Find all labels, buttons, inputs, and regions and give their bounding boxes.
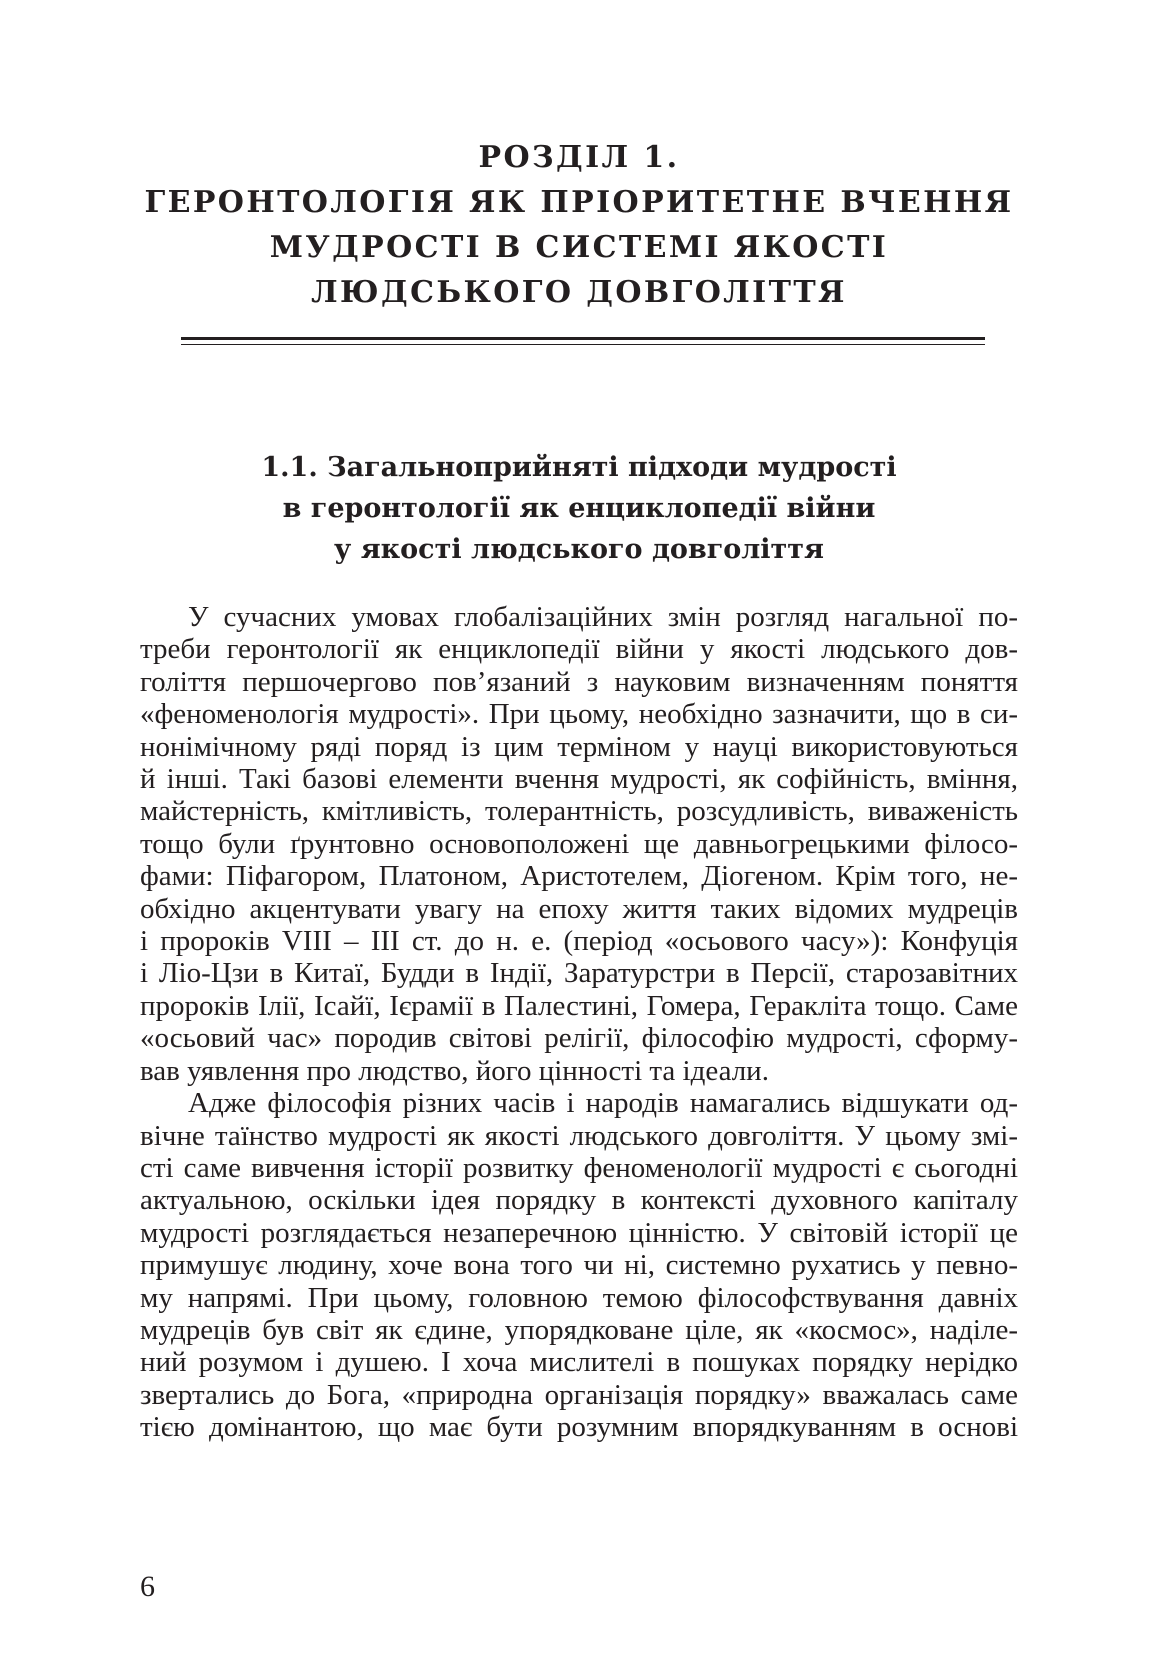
chapter-heading-line: РОЗДІЛ 1. (478, 140, 680, 175)
body-line: «феноменологія мудрості». При цьому, необхідно зазначити, що в си- (140, 698, 1018, 731)
body-line: тощо були ґрунтовно основоположені ще давньогрецькими філосо- (140, 827, 1018, 860)
body-line: обхідно акцентувати увагу на епоху життя таких відомих мудреців (140, 892, 1018, 925)
body-line: «осьовий час» породив світові релігії, філософію мудрості, сформу- (140, 1022, 1018, 1055)
heading-divider-thin (181, 344, 985, 345)
body-line: вічне таїнство мудрості як якості людського довголіття. У цьому змі- (140, 1119, 1018, 1152)
body-line: актуальною, оскільки ідея порядку в контексті духовного капіталу (140, 1184, 1018, 1217)
body-line: ний розумом і душею. І хоча мислителі в пошуках порядку нерідко (140, 1346, 1018, 1379)
body-text (140, 601, 1018, 1444)
body-line: сті саме вивчення історії розвитку феноменології мудрості є сьогодні (140, 1151, 1018, 1184)
body-line: мудреців був світ як єдине, упорядковане ціле, як «космос», наділе- (140, 1313, 1018, 1346)
body-line: тією домінантою, що має бути розумним впорядкуванням в основі (140, 1411, 1018, 1444)
body-line: звертались до Бога, «природна організація порядку» вважалась саме (140, 1378, 1018, 1411)
section-heading-line: у якості людського довголіття (334, 534, 824, 565)
body-line: У сучасних умовах глобалізаційних змін розгляд нагальної по- (188, 601, 1018, 633)
section-heading-line: в геронтології як енциклопедії війни (282, 493, 876, 524)
body-line: вав уявлення про людство, його цінності та ідеали. (140, 1054, 769, 1087)
chapter-heading-line: МУДРОСТІ В СИСТЕМІ ЯКОСТІ (269, 230, 889, 265)
body-line: треби геронтології як енциклопедії війни у якості людського дов- (140, 633, 1018, 666)
body-line: фами: Піфагором, Платоном, Аристотелем, Діогеном. Крім того, не- (140, 860, 1018, 893)
body-line: майстерність, кмітливість, толерантність, розсудливість, виваженість (140, 795, 1018, 828)
body-line: голіття першочергово пов’язаний з науковим визначенням поняття (140, 665, 1018, 698)
chapter-heading-line: ЛЮДСЬКОГО ДОВГОЛІТТЯ (311, 275, 847, 310)
body-line: му напрямі. При цьому, головною темою філософствування давніх (140, 1281, 1018, 1314)
body-line: нонімічному ряді поряд із цим терміном у науці використовуються (140, 730, 1018, 763)
chapter-heading-line: ГЕРОНТОЛОГІЯ ЯК ПРІОРИТЕТНЕ ВЧЕННЯ (144, 185, 1014, 220)
section-heading-line: 1.1. Загальноприйняті підходи мудрості (261, 452, 897, 483)
page-number: 6 (140, 1570, 155, 1603)
heading-divider-thick (181, 337, 985, 340)
body-line: пророків Ілії, Ісайї, Ієрамії в Палестині, Гомера, Геракліта тощо. Саме (140, 989, 1018, 1022)
body-line: Адже філософія різних часів і народів намагались відшукати од- (188, 1087, 1018, 1120)
section-heading (140, 447, 1018, 570)
body-line: примушує людину, хоче вона того чи ні, системно рухатись у певно- (140, 1249, 1018, 1282)
body-line: і Ліо-Цзи в Китаї, Будди в Індії, Заратурстри в Персії, старозавітних (140, 957, 1018, 990)
body-line: й інші. Такі базові елементи вчення мудрості, як софійність, вміння, (140, 763, 1018, 796)
body-line: і пророків VIII – III ст. до н. е. (період «осьового часу»): Конфуція (140, 925, 1018, 958)
chapter-heading (140, 135, 1018, 315)
body-line: мудрості розглядається незаперечною цінністю. У світовій історії це (140, 1216, 1018, 1249)
